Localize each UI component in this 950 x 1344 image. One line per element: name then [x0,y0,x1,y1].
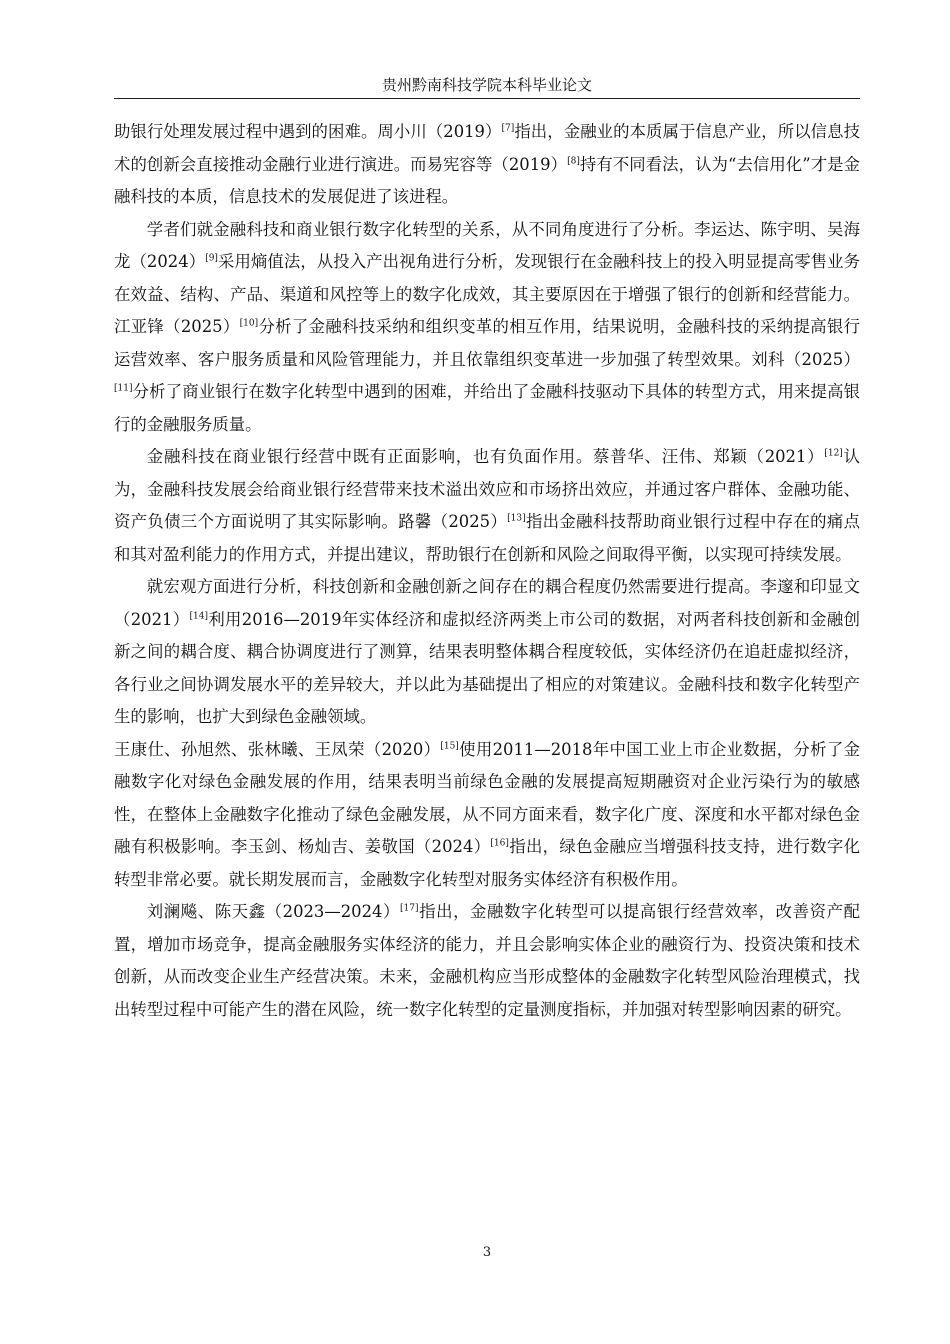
citation-marker: [11] [114,383,133,394]
citation-marker: [14] [189,610,208,621]
citation-marker: [16] [490,838,509,849]
paragraph [114,896,860,1026]
citation-marker: [7] [501,123,515,134]
paragraph-text: 指出，金融数字化转型可以提高银行经营效率，改善资产配置，增加市场竞争，提高金融服务实体经济的能力，并且会影响实体企业的融资行为、投资决策和技术创新，从而改变企业生产经营决策。未来，金融机构应当形成整体的金融数字化转型风险治理模式，找出转型过程中可能产生的潜在风险，统一数字化转型的定量测度指标，并加强对转型影响因素的研究。 [114,902,860,1019]
paragraph-text: 指出，金融业的本质属于信息产业，所以信息技术的创新会直接推动金融行业进行演进。而易宪容等（2019） [114,122,860,174]
paragraph-text: 采用熵值法，从投入产出视角进行分析，发现银行在金融科技上的投入明显提高零售业务在效益、结构、产品、渠道和风控等上的数字化成效，其主要原因在于增强了银行的创新和经营能力。江亚锋（2025） [114,252,861,336]
page-header-title: 贵州黔南科技学院本科毕业论文 [381,76,592,94]
paragraph-text: 刘澜飚、陈天鑫（2023—2024） [146,902,401,921]
paragraph-text: 王康仕、孙旭然、张林曦、王凤荣（2020） [114,739,441,759]
citation-marker: [10] [239,318,259,329]
paragraph-text: 学者们就金融科技和商业银行数字化转型的关系，从不同角度进行了分析。李运达、陈宇明、吴海龙（2024） [114,219,860,271]
paragraph-text: 助银行处理发展过程中遇到的困难。周小川（2019） [114,122,502,141]
paragraph-text: 分析了金融科技采纳和组织变革的相互作用，结果说明，金融科技的采纳提高银行运营效率、客户服务质量和风险管理能力，并且依靠组织变革进一步加强了转型效果。刘科（2025） [114,317,860,369]
paragraph-text: 利用2016—2019年实体经济和虚拟经济两类上市公司的数据，对两者科技创新和金融创新之间的耦合度、耦合协调度进行了测算，结果表明整体耦合程度较低，实体经济仍在追赶虚拟经济，各行业之间协调发展水平的差异较大，并以此为基础提出了相应的对策建议。金融科技和数字化转型产生的影响，也扩大到绿色金融领域。 [114,609,860,726]
paragraph [114,116,860,214]
paragraph [114,441,860,571]
paragraph-text: 使用2011—2018年中国工业上市企业数据，分析了金融数字化对绿色金融发展的作用，结果表明当前绿色金融的发展提高短期融资对企业污染行为的敏感性，在整体上金融数字化推动了绿色金融发展，从不同方面来看，数字化广度、深度和水平都对绿色金融有积极影响。李玉剑、杨灿吉、姜敬国（2024） [114,739,860,856]
citation-marker: [15] [440,740,459,751]
paragraph-text: 金融科技在商业银行经营中既有正面影响，也有负面作用。蔡普华、汪伟、郑颖（2021） [146,447,825,466]
paragraph-text: 指出金融科技帮助商业银行过程中存在的痛点和其对盈利能力的作用方式，并提出建议，帮助银行在创新和风险之间取得平衡，以实现可持续发展。 [114,512,860,564]
body-text [114,116,860,1026]
paragraph [114,571,860,734]
citation-marker: [9] [205,253,218,264]
paragraph-text: 就宏观方面进行分析，科技创新和金融创新之间存在的耦合程度仍然需要进行提高。李邃和印显文（2021） [114,577,860,629]
paragraph-text: 持有不同看法，认为“去信用化”才是金融科技的本质，信息技术的发展促进了该进程。 [114,154,860,206]
paragraph [114,734,860,897]
citation-marker: [13] [507,513,526,524]
paragraph [114,214,860,442]
paragraph-text: 指出，绿色金融应当增强科技支持，进行数字化转型非常必要。就长期发展而言，金融数字化转型对服务实体经济有积极作用。 [114,837,860,889]
citation-marker: [8] [567,155,580,166]
header-divider [114,98,860,99]
paragraph-text: 分析了商业银行在数字化转型中遇到的困难，并给出了金融科技驱动下具体的转型方式，用来提高银行的金融服务质量。 [114,382,860,434]
citation-marker: [12] [824,448,843,459]
paragraph-text: 认为，金融科技发展会给商业银行经营带来技术溢出效应和市场挤出效应，并通过客户群体、金融功能、资产负债三个方面说明了其实际影响。路馨（2025） [114,447,860,531]
citation-marker: [17] [400,903,419,914]
page-number: 3 [482,1245,492,1260]
